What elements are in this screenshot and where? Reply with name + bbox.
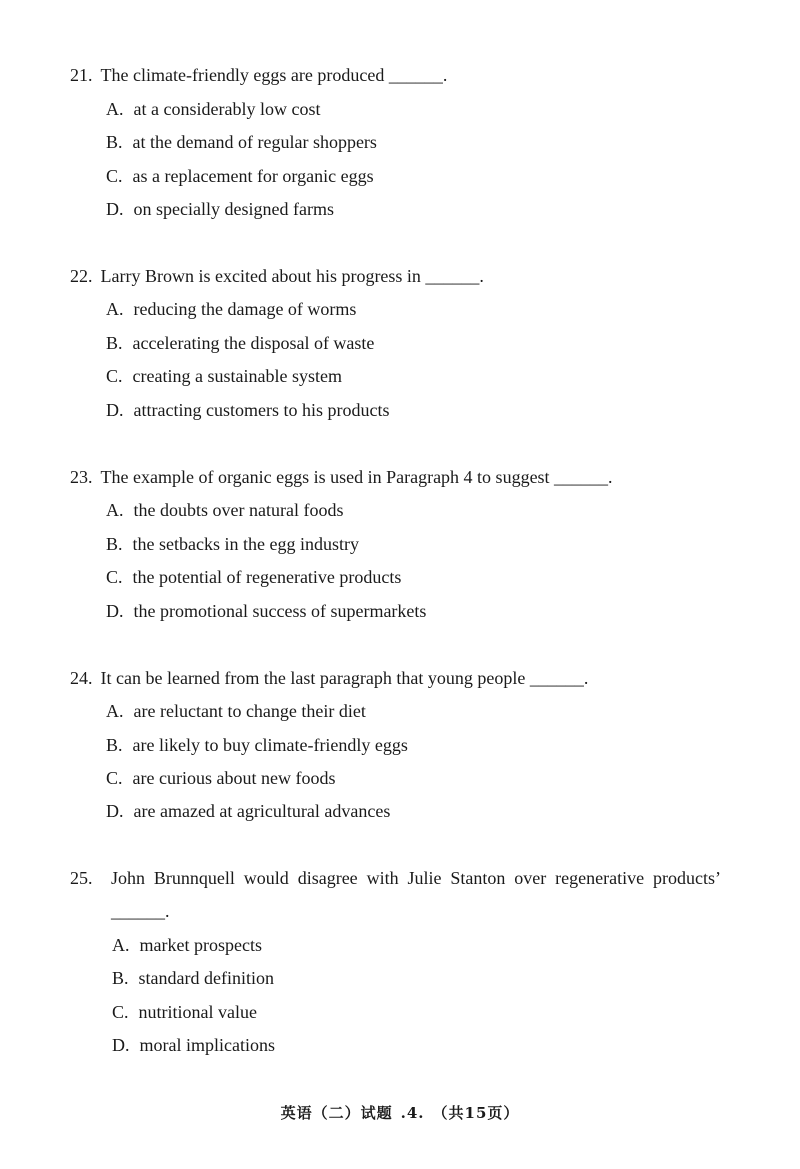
- option-a: [106, 700, 366, 722]
- option-d: [112, 1034, 275, 1056]
- option-letter: A.: [112, 935, 130, 955]
- option-text: accelerating the disposal of waste: [132, 333, 375, 353]
- option-letter: C.: [106, 567, 123, 587]
- option-letter: C.: [106, 768, 123, 788]
- question-text: John Brunnquell would disagree with Julie Stanton over regenerative products’ ______.: [111, 868, 721, 921]
- option-b: [106, 734, 408, 756]
- option-text: are likely to buy climate-friendly eggs: [132, 735, 408, 755]
- option-letter: D.: [106, 199, 124, 219]
- option-b: [106, 131, 377, 153]
- option-c: [106, 365, 342, 387]
- option-letter: D.: [106, 400, 124, 420]
- option-text: are curious about new foods: [132, 768, 336, 788]
- option-text: the doubts over natural foods: [133, 500, 344, 520]
- option-text: at the demand of regular shoppers: [132, 132, 377, 152]
- question-text: The example of organic eggs is used in Paragraph 4 to suggest ______.: [100, 467, 613, 487]
- option-letter: A.: [106, 500, 124, 520]
- option-text: are reluctant to change their diet: [133, 701, 366, 721]
- option-text: the potential of regenerative products: [132, 567, 402, 587]
- option-d: [106, 800, 390, 822]
- option-letter: B.: [112, 968, 129, 988]
- option-letter: B.: [106, 333, 123, 353]
- question-number: 22.: [70, 266, 93, 286]
- question-text: Larry Brown is excited about his progress in ______.: [100, 266, 484, 286]
- question-stem: [70, 466, 613, 488]
- option-b: [112, 967, 274, 989]
- option-text: at a considerably low cost: [133, 99, 321, 119]
- question-number: 21.: [70, 65, 93, 85]
- question-text: The climate-friendly eggs are produced ______.: [100, 65, 448, 85]
- option-a: [106, 298, 356, 320]
- option-b: [106, 332, 374, 354]
- question-stem: [70, 667, 588, 689]
- footer-subject: 英语（二）试题: [280, 1104, 393, 1122]
- footer-page-number: .4.: [400, 1104, 425, 1122]
- option-text: creating a sustainable system: [132, 366, 342, 386]
- option-text: nutritional value: [138, 1002, 257, 1022]
- option-text: the setbacks in the egg industry: [132, 534, 359, 554]
- option-letter: C.: [106, 366, 123, 386]
- question-number: 24.: [70, 668, 93, 688]
- option-letter: A.: [106, 299, 124, 319]
- option-letter: D.: [112, 1035, 130, 1055]
- option-letter: C.: [106, 166, 123, 186]
- option-d: [106, 399, 389, 421]
- question-stem: [70, 265, 484, 287]
- option-text: reducing the damage of worms: [133, 299, 357, 319]
- option-text: on specially designed farms: [133, 199, 334, 219]
- question-stem: [70, 64, 447, 86]
- option-d: [106, 600, 426, 622]
- option-c: [112, 1001, 257, 1023]
- option-c: [106, 767, 335, 789]
- option-text: market prospects: [139, 935, 262, 955]
- option-text: are amazed at agricultural advances: [133, 801, 391, 821]
- page-footer: [0, 1102, 800, 1123]
- question-number: 25.: [70, 868, 93, 888]
- option-a: [112, 934, 262, 956]
- option-letter: D.: [106, 801, 124, 821]
- option-text: moral implications: [139, 1035, 275, 1055]
- option-text: as a replacement for organic eggs: [132, 166, 374, 186]
- option-letter: B.: [106, 534, 123, 554]
- option-letter: D.: [106, 601, 124, 621]
- footer-total-pages: （共15页）: [432, 1104, 520, 1122]
- question-number-wrap: [70, 867, 93, 889]
- option-d: [106, 198, 334, 220]
- option-text: attracting customers to his products: [133, 400, 390, 420]
- option-text: standard definition: [138, 968, 274, 988]
- option-a: [106, 499, 343, 521]
- option-letter: B.: [106, 735, 123, 755]
- question-text: It can be learned from the last paragraph that young people ______.: [100, 668, 589, 688]
- option-b: [106, 533, 359, 555]
- option-letter: B.: [106, 132, 123, 152]
- option-letter: A.: [106, 701, 124, 721]
- option-a: [106, 98, 320, 120]
- option-text: the promotional success of supermarkets: [133, 601, 427, 621]
- question-number: 23.: [70, 467, 93, 487]
- option-c: [106, 165, 374, 187]
- option-c: [106, 566, 401, 588]
- option-letter: A.: [106, 99, 124, 119]
- option-letter: C.: [112, 1002, 129, 1022]
